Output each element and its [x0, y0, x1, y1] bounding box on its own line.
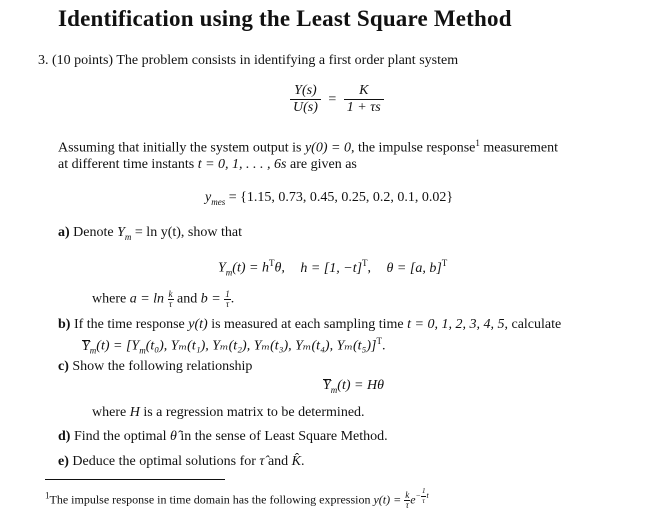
part-b-end: .	[382, 338, 386, 354]
part-a-text-1: Denote	[73, 225, 118, 240]
part-d-text-2: in the sense of Least Square Method.	[176, 429, 388, 444]
footnote-exp-t: t	[426, 491, 429, 501]
measurement-set	[205, 190, 453, 207]
assumption-line-2	[58, 157, 357, 173]
footnote-exp-num: 1	[421, 487, 426, 495]
part-b-text-1: If the time response	[73, 317, 185, 332]
k-hat: K̂	[291, 454, 301, 469]
part-b-label: b)	[58, 317, 71, 332]
ym-bar-c-subscript: m	[330, 384, 338, 395]
theta-vector: θ = [a, b]	[386, 260, 442, 276]
gain-numerator: K	[344, 83, 384, 100]
b-definition: b =	[200, 291, 221, 307]
gain-denominator: 1 + τs	[346, 100, 381, 115]
assume-text-3: measurement	[479, 140, 559, 156]
part-a	[58, 225, 242, 242]
where-text: where	[92, 291, 130, 307]
ym-symbol-eq: Y	[218, 260, 226, 276]
part-b-text-3: , calculate	[504, 317, 562, 332]
theta-hat: θ̂	[170, 429, 177, 444]
ym-bar-symbol: Y	[82, 338, 90, 354]
part-d	[58, 429, 388, 445]
ym-bar-c-symbol: Y	[323, 378, 331, 393]
part-a-text-2: = ln y(t), show that	[131, 225, 242, 240]
part-b	[58, 317, 561, 333]
where-end: .	[230, 291, 235, 307]
tf-equals: =	[328, 91, 337, 107]
footnote-k: k	[405, 490, 410, 501]
problem-intro	[38, 53, 458, 69]
part-a-where	[92, 290, 234, 309]
tf-denominator: U(s)	[293, 100, 318, 115]
transpose-mark-theta: T	[441, 258, 448, 268]
part-c-where-2: is a regression matrix to be determined.	[139, 405, 365, 420]
regression-relation: (t) = Hθ	[337, 378, 384, 393]
ym-vector-open: (t) = [Y	[96, 338, 140, 354]
part-a-label: a)	[58, 225, 70, 240]
footnote-mark: 1	[45, 490, 50, 501]
page-title: Identification using the Least Square Method	[58, 6, 512, 31]
ym-bar-subscript: m	[89, 345, 97, 356]
transpose-mark-b: T	[376, 336, 382, 346]
part-c-label: c)	[58, 359, 69, 374]
part-e	[58, 454, 305, 470]
part-d-label: d)	[58, 429, 71, 444]
sampling-times: t = 0, 1, 2, 3, 4, 5	[407, 317, 505, 332]
footnote-exp-base: e	[410, 492, 416, 507]
part-a-equation: $Y_m(t) = h^T\theta$, h = [1, −t]$^T$, θ = [a, b]$^T$	[218, 258, 448, 278]
part-c-where	[92, 405, 365, 421]
problem-intro-text: The problem consists in identifying a first order plant system	[116, 53, 459, 68]
assume-text-2: , the impulse response	[350, 140, 476, 156]
assumption-line-1	[58, 138, 558, 157]
time-instants: t = 0, 1, . . . , 6s	[197, 157, 287, 172]
part-e-text-2: and	[264, 454, 292, 469]
a-definition: a = ln	[129, 291, 165, 307]
k-over-tau-den: τ	[168, 299, 173, 309]
problem-number: 3.	[38, 53, 49, 68]
h-matrix-symbol: H	[129, 405, 140, 420]
part-c	[58, 359, 252, 375]
transpose-mark: T	[268, 258, 275, 268]
k-over-tau-num: k	[168, 289, 173, 299]
regression-lhs: (t) = h	[232, 260, 269, 276]
ym-vector-items: (t₀), Yₘ(t₁), Yₘ(t₂), Yₘ(t₃), Yₘ(t₄), Yₘ(t₅)]	[145, 338, 377, 354]
ym-symbol: Y	[117, 225, 125, 240]
tf-numerator: Y(s)	[290, 83, 321, 100]
h-vector: h = [1, −t]	[300, 260, 363, 276]
ymes-subscript: mes	[211, 196, 226, 207]
part-b-vector	[82, 336, 386, 355]
part-b-yt: y(t)	[188, 317, 208, 332]
initial-condition: y(0) = 0	[304, 140, 351, 156]
line2-text-1: at different time instants	[58, 157, 195, 172]
part-c-equation	[323, 378, 384, 395]
tau-hat: τ̂	[259, 454, 265, 469]
part-d-text-1: Find the optimal	[73, 429, 171, 444]
assume-text-1: Assuming that initially the system output is	[58, 140, 302, 156]
part-e-text-1: Deduce the optimal solutions for	[72, 454, 260, 469]
footnote-rule	[45, 479, 225, 480]
and-text: and	[173, 291, 201, 307]
part-c-where-1: where	[92, 405, 130, 420]
ymes-values: = {1.15, 0.73, 0.45, 0.25, 0.2, 0.1, 0.02}	[225, 190, 454, 205]
footnote-tau: τ	[405, 500, 409, 511]
line2-text-2: are given as	[286, 157, 357, 172]
ym-vector-subscript: m	[139, 345, 146, 356]
footnote-text: The impulse response in time domain has the following expression	[49, 492, 371, 507]
ym-subscript-eq: m	[225, 267, 233, 278]
one-over-tau-num: 1	[225, 289, 230, 299]
ym-subscript: m	[124, 231, 132, 242]
part-e-text-3: .	[301, 454, 305, 469]
footnote	[45, 487, 429, 510]
problem-points: (10 points)	[52, 53, 114, 68]
ym-bar-c	[323, 378, 331, 393]
transpose-mark-h: T	[362, 258, 368, 268]
ym-bar	[82, 339, 90, 354]
one-over-tau-den: τ	[225, 299, 230, 309]
footnote-eq-lhs: y(t) =	[373, 492, 402, 507]
part-b-text-2: is measured at each sampling time	[207, 317, 404, 332]
part-c-text: Show the following relationship	[72, 359, 253, 374]
ymes-symbol: y	[205, 190, 212, 205]
footnote-exp-den: τ	[422, 497, 425, 505]
part-e-label: e)	[58, 454, 69, 469]
footnote-ref: 1	[475, 138, 480, 148]
footnote-exp-sign: −	[415, 491, 421, 501]
regression-theta: θ,	[274, 260, 285, 276]
transfer-function	[290, 83, 384, 116]
